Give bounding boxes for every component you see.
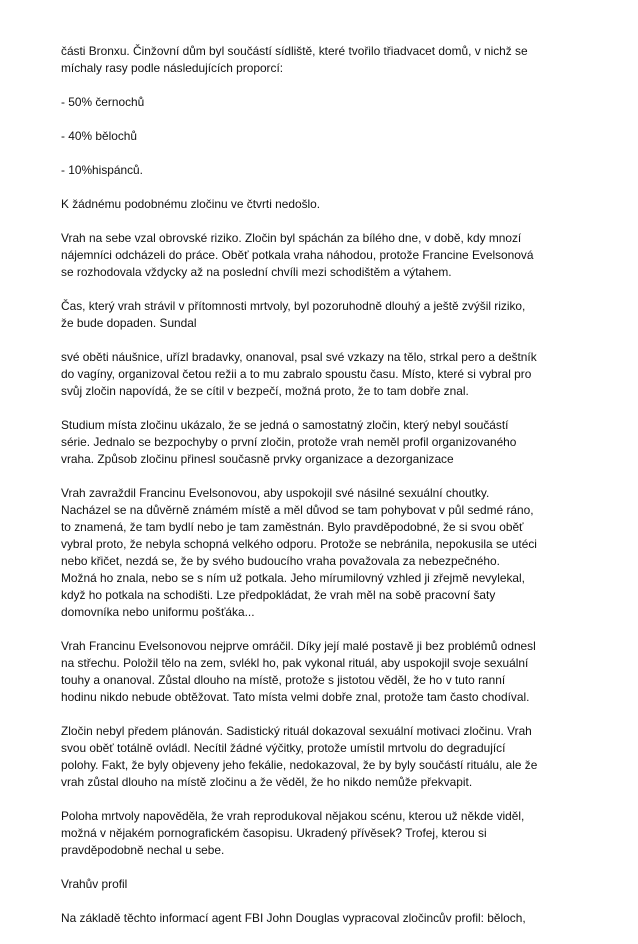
text-line: na střechu. Položil tělo na zem, svlékl ho, pak vykonal rituál, aby uspokojil svoje sexuální bbox=[61, 656, 529, 670]
text-line: Vrah zavraždil Francinu Evelsonovou, aby uspokojil své násilné sexuální choutky. bbox=[61, 486, 490, 500]
paragraph bbox=[61, 94, 583, 111]
text-line: se rozhodovala vždycky až na poslední chvíli mezi schodištěm a výtahem. bbox=[61, 265, 452, 279]
text-line: K žádnému podobnému zločinu ve čtvrti nedošlo. bbox=[61, 197, 321, 211]
text-line: nebo křičet, nezdá se, že by svého budoucího vraha považovala za nebezpečného. bbox=[61, 554, 500, 568]
text-line: svůj zločin napovídá, že se cítil v bezpečí, možná proto, že to tam dobře znal. bbox=[61, 384, 469, 398]
text-line: že bude dopaden. Sundal bbox=[61, 316, 197, 330]
text-line: série. Jednalo se bezpochyby o první zločin, protože vrah neměl profil organizovaného bbox=[61, 435, 517, 449]
paragraph bbox=[61, 910, 583, 927]
text-line: vybral proto, že nebyla schopná velkého odporu. Protože se nebránila, nepokusila se utéci bbox=[61, 537, 537, 551]
text-line: svou oběť totálně ovládl. Necítil žádné výčitky, protože umístil mrtvolu do degradující bbox=[61, 741, 506, 755]
text-line: Poloha mrtvoly napověděla, že vrah reprodukoval nějakou scénu, kterou už někde viděl, bbox=[61, 809, 525, 823]
text-line: vraha. Způsob zločinu přinesl současně prvky organizace a dezorganizace bbox=[61, 452, 454, 466]
text-line: Na základě těchto informací agent FBI John Douglas vypracoval zločincův profil: běloch, bbox=[61, 911, 526, 925]
text-line: Možná ho znala, nebo se s ním už potkala. Jeho mírumilovný vzhled ji zřejmě nevylekal, bbox=[61, 571, 525, 585]
paragraph bbox=[61, 196, 583, 213]
paragraph bbox=[61, 162, 583, 179]
text-line: - 10%hispánců. bbox=[61, 163, 143, 177]
paragraph bbox=[61, 298, 583, 332]
text-line: míchaly rasy podle následujících proporcí: bbox=[61, 61, 284, 75]
paragraph bbox=[61, 485, 583, 621]
text-line: Zločin nebyl předem plánován. Sadistický rituál dokazoval sexuální motivaci zločinu. Vrah bbox=[61, 724, 532, 738]
text-line: Vrah na sebe vzal obrovské riziko. Zločin byl spáchán za bílého dne, v době, kdy mnozí bbox=[61, 231, 522, 245]
text-line: Čas, který vrah strávil v přítomnosti mrtvoly, byl pozoruhodně dlouhý a ještě zvýšil riziko, bbox=[61, 299, 526, 313]
text-line: domovníka nebo uniformu pošťáka... bbox=[61, 605, 255, 619]
text-line: své oběti náušnice, uřízl bradavky, onanoval, psal své vzkazy na tělo, strkal pero a deštník bbox=[61, 350, 537, 364]
text-line: Studium místa zločinu ukázalo, že se jedná o samostatný zločin, který nebyl součástí bbox=[61, 418, 509, 432]
paragraph bbox=[61, 43, 583, 77]
paragraph bbox=[61, 230, 583, 281]
paragraph bbox=[61, 808, 583, 859]
text-line: nájemníci odcházeli do práce. Oběť potkala vraha náhodou, protože Francine Evelsonová bbox=[61, 248, 534, 262]
text-line: vrah zůstal dlouho na místě zločinu a že věděl, že ho nikdo nemůže překvapit. bbox=[61, 775, 473, 789]
paragraph bbox=[61, 723, 583, 791]
text-line: hodinu nikdo nebude obtěžovat. Tato místa velmi dobře znal, protože tam často chodíval. bbox=[61, 690, 530, 704]
text-line: do vagíny, organizoval četou režii a to mu zabralo spoustu času. Místo, které si vybral pro bbox=[61, 367, 532, 381]
text-line: - 40% bělochů bbox=[61, 129, 138, 143]
paragraph bbox=[61, 128, 583, 145]
text-line: když ho potkala na schodišti. Lze předpokládat, že vrah měl na sobě pracovní šaty bbox=[61, 588, 496, 602]
text-line: - 50% černochů bbox=[61, 95, 145, 109]
text-line: polohy. Fakt, že byly objeveny jeho fekálie, nedokazoval, že by byly součástí rituálu, ale že bbox=[61, 758, 538, 772]
paragraph bbox=[61, 876, 583, 893]
paragraph bbox=[61, 638, 583, 706]
text-line: pravděpodobně nechal u sebe. bbox=[61, 843, 225, 857]
text-line: části Bronxu. Činžovní dům byl součástí sídliště, které tvořilo třiadvacet domů, v nichž se bbox=[61, 44, 528, 58]
text-line: touhy a onanoval. Zůstal dlouho na místě, protože s jistotou věděl, že ho v tuto ranní bbox=[61, 673, 506, 687]
paragraph bbox=[61, 417, 583, 468]
text-line: Nacházel se na důvěrně známém místě a měl důvod se tam pohybovat v půl sedmé ráno, bbox=[61, 503, 534, 517]
text-line: to znamená, že tam bydlí nebo je tam zaměstnán. Bylo pravděpodobné, že si svou oběť bbox=[61, 520, 524, 534]
text-line: Vrah Francinu Evelsonovou nejprve omráčil. Díky její malé postavě ji bez problémů odnesl bbox=[61, 639, 536, 653]
document-body bbox=[61, 43, 583, 944]
text-line: Vrahův profil bbox=[61, 877, 128, 891]
text-line: možná v nějakém pornografickém časopisu. Ukradený přívěsek? Trofej, kterou si bbox=[61, 826, 487, 840]
paragraph bbox=[61, 349, 583, 400]
